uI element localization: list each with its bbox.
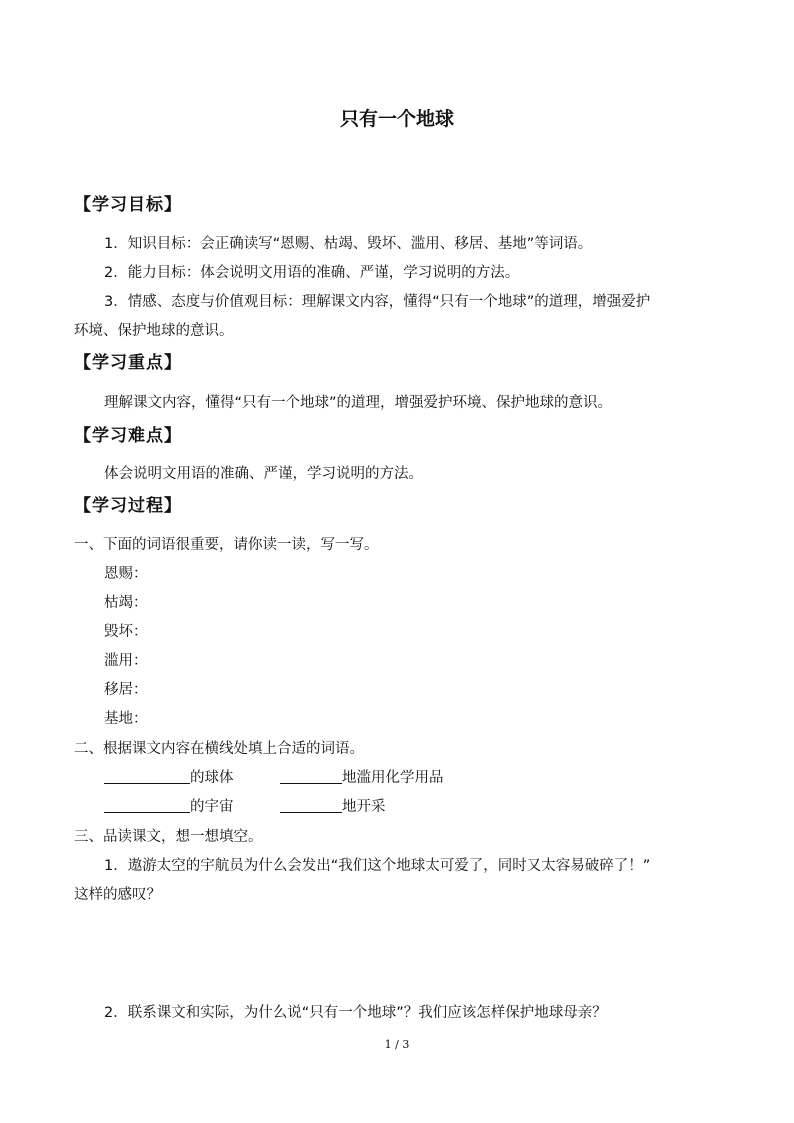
question-1-line-1: 1．遨游太空的宇航员为什么会发出“我们这个地球太可爱了，同时又太容易破碎了！” — [104, 858, 651, 874]
focus-text: 理解课文内容，懂得“只有一个地球”的道理，增强爱护环境、保护地球的意识。 — [104, 395, 613, 411]
goals-heading: 【学习目标】 — [74, 195, 182, 215]
fill-blank[interactable] — [104, 796, 190, 813]
difficulty-text: 体会说明文用语的准确、严谨，学习说明的方法。 — [104, 466, 423, 482]
difficulty-heading: 【学习难点】 — [74, 426, 182, 446]
fill-item — [104, 766, 234, 787]
word-item: 恩赐： — [104, 566, 148, 582]
goal-2: 2．能力目标：体会说明文用语的准确、严谨，学习说明的方法。 — [104, 265, 520, 281]
part3-instruction: 三、品读课文，想一想填空。 — [74, 829, 263, 845]
word-item: 移居： — [104, 682, 148, 698]
fill-item — [280, 766, 444, 787]
question-1-line-2: 这样的感叹？ — [74, 887, 161, 903]
fill-blank[interactable] — [280, 796, 342, 813]
fill-blank[interactable] — [280, 767, 342, 784]
page-title: 只有一个地球 — [339, 108, 454, 130]
fill-text: 地开采 — [342, 799, 386, 815]
page-number: 1 / 3 — [384, 1038, 410, 1051]
goal-1: 1．知识目标：会正确读写“恩赐、枯竭、毁坏、滥用、移居、基地”等词语。 — [104, 236, 593, 252]
process-heading: 【学习过程】 — [74, 496, 182, 516]
fill-text: 地滥用化学用品 — [342, 770, 444, 786]
part2-instruction: 二、根据课文内容在横线处填上合适的词语。 — [74, 741, 364, 757]
fill-blank[interactable] — [104, 767, 190, 784]
word-item: 滥用： — [104, 653, 148, 669]
fill-item — [104, 795, 234, 816]
goal-3-line-2: 环境、保护地球的意识。 — [74, 323, 234, 339]
word-item: 基地： — [104, 711, 148, 727]
fill-text: 的宇宙 — [190, 799, 234, 815]
question-2: 2．联系课文和实际，为什么说“只有一个地球”？我们应该怎样保护地球母亲？ — [104, 1005, 607, 1021]
word-item: 枯竭： — [104, 595, 148, 611]
fill-item — [280, 795, 386, 816]
fill-text: 的球体 — [190, 770, 234, 786]
goal-3-line-1: 3．情感、态度与价值观目标：理解课文内容，懂得“只有一个地球”的道理，增强爱护 — [104, 294, 651, 310]
part1-instruction: 一、下面的词语很重要，请你读一读，写一写。 — [74, 537, 379, 553]
focus-heading: 【学习重点】 — [74, 353, 182, 373]
word-item: 毁坏： — [104, 624, 148, 640]
